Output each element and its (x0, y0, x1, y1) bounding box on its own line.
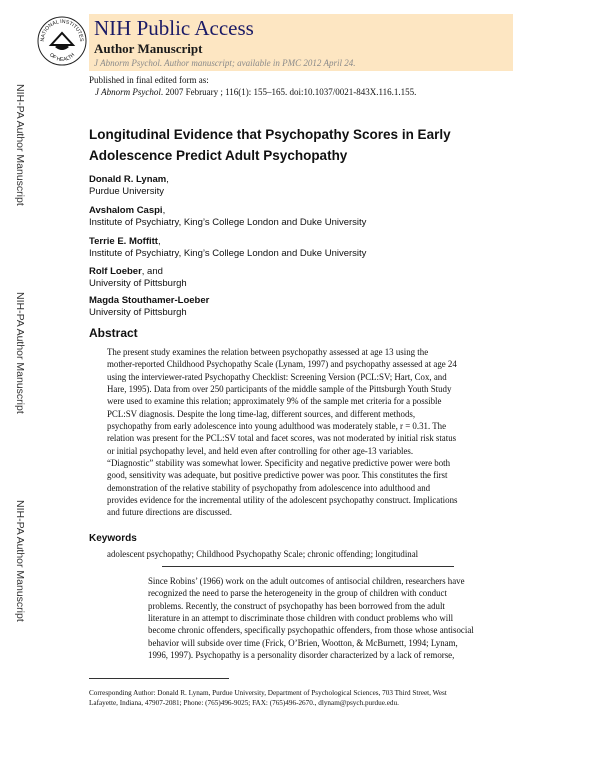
article-title (89, 124, 509, 166)
abstract-line: good, sensitivity was adequate, but positive predictive power was poor. This constitutes the first (107, 470, 448, 481)
availability-journal: J Abnorm Psychol (94, 58, 160, 68)
abstract-line: Hare, 1995). Data from over 250 participants of the middle sample of the Pittsburgh Youth Study (107, 384, 452, 395)
keywords-heading: Keywords (89, 533, 137, 544)
abstract-line: psychopathy from early adolescence into young adulthood was moderately stable, r = 0.31. The (107, 421, 447, 432)
author-manuscript-label: Author Manuscript (94, 41, 203, 56)
citation-journal: J Abnorm Psychol (95, 87, 161, 97)
author-affiliation: Institute of Psychiatry, King’s College London and Duke University (89, 217, 367, 228)
nih-public-access-title: NIH Public Access (94, 16, 254, 40)
body-paragraph (148, 575, 514, 661)
abstract-line: or initial psychopathy level, and held even after controlling for other age-13 variables. (107, 445, 414, 456)
author-block (89, 264, 187, 290)
body-line: problems. Recently, the construct of psychopathy has been borrowed from the adult (148, 600, 445, 611)
side-label-nihpa-1: NIH-PA Author Manuscript (14, 84, 26, 206)
abstract-line: provides evidence for the incremental utility of the adolescent psychopathy construct. Implications (107, 495, 458, 506)
author-block (89, 234, 366, 260)
author-affiliation: University of Pittsburgh (89, 278, 187, 289)
author-sep: , (166, 174, 169, 185)
abstract-line: using the interviewer-rated Psychopathy Checklist: Screening Version (PCL:SV; Hart, Cox, and (107, 371, 447, 382)
abstract-line: mother-reported Childhood Psychopathy Scale (Lynam, 1997) and psychopathy assessed at age 24 (107, 359, 457, 370)
author-affiliation: University of Pittsburgh (89, 307, 187, 318)
article-title-line-2: Adolescence Predict Adult Psychopathy (89, 148, 348, 163)
author-name: Donald R. Lynam (89, 174, 167, 185)
footnote-line: Corresponding Author: Donald R. Lynam, Purdue University, Department of Psychological Sciences, 703 Third Street, West (89, 689, 447, 697)
author-affiliation: Institute of Psychiatry, King’s College London and Duke University (89, 248, 367, 259)
author-block (89, 293, 209, 319)
body-line: recognized the need to parse the heterogeneity in the group of children with conduct (148, 588, 447, 599)
abstract-line: demonstration of the relative stability of psychopathy from adolescence into adulthood and (107, 482, 431, 493)
abstract-heading: Abstract (89, 326, 138, 340)
availability-note (94, 58, 356, 68)
author-sep: , and (141, 266, 163, 277)
abstract-line: relation was present for the PCL:SV total and facet scores, was not moderated by initial risk status (107, 433, 457, 444)
body-line: 1996, 1997). Psychopathy is a personality disorder characterized by a lack of remorse, (148, 650, 455, 661)
keywords-list: adolescent psychopathy; Childhood Psychopathy Scale; chronic offending; longitudinal (107, 549, 419, 559)
published-label: Published in final edited form as: (89, 75, 209, 85)
citation-details: . 2007 February ; 116(1): 155–165. doi:10.1037/0021-843X.116.1.155. (160, 87, 417, 97)
nih-seal-logo (36, 15, 88, 67)
abstract-line: were used to examine this relation; approximately 9% of the sample met criteria for a possible (107, 396, 442, 407)
author-name: Magda Stouthamer-Loeber (89, 295, 210, 306)
abstract-line: The present study examines the relation between psychopathy assessed at age 13 using the (107, 347, 429, 357)
side-label-nihpa-2: NIH-PA Author Manuscript (14, 292, 26, 414)
body-line: literature in an attempt to discriminate those children with conduct problems who will (148, 613, 454, 624)
body-line: behavior will subside over time (Frick, O’Brien, Wootton, & McBurnett, 1994; Lynam, (148, 637, 458, 648)
side-label-nihpa-3: NIH-PA Author Manuscript (14, 500, 26, 622)
footnote-line: Lafayette, Indiana, 47907-2081; Phone: (765)496-9025; FAX: (765)496-2670., dlynam@psych.purdue.edu. (89, 699, 399, 707)
author-name: Rolf Loeber (89, 266, 142, 277)
author-affiliation: Purdue University (89, 186, 164, 197)
footnote-divider (89, 678, 229, 679)
author-name: Terrie E. Moffitt (89, 236, 158, 247)
logo-text-bottom: OF HEALTH (47, 52, 77, 64)
abstract-body (107, 346, 511, 519)
author-name: Avshalom Caspi (89, 205, 163, 216)
abstract-line: “Diagnostic” stability was somewhat lower. Specificity and negative predictive power were both (107, 458, 451, 469)
section-divider (162, 566, 454, 567)
logo-text-top: NATIONAL INSTITUTES (39, 18, 85, 42)
author-sep: , (162, 205, 166, 216)
body-line: become chronic offenders, specifically psychopathic offenders, from those whose antisocial (148, 625, 474, 636)
abstract-line: and future directions are discussed. (107, 507, 232, 518)
abstract-line: PCL:SV diagnosis. Despite the long time-lag, different sources, and different methods, (107, 408, 416, 419)
corresponding-author-footnote (89, 688, 509, 708)
availability-text: . Author manuscript; available in PMC 2012 April 24. (159, 58, 356, 68)
body-line: Since Robins’ (1966) work on the adult outcomes of antisocial children, researchers have (148, 576, 465, 586)
author-block (89, 172, 169, 198)
article-title-line-1: Longitudinal Evidence that Psychopathy Scores in Early (89, 127, 451, 142)
author-sep: , (157, 236, 161, 247)
citation (95, 87, 416, 97)
author-block (89, 203, 366, 229)
